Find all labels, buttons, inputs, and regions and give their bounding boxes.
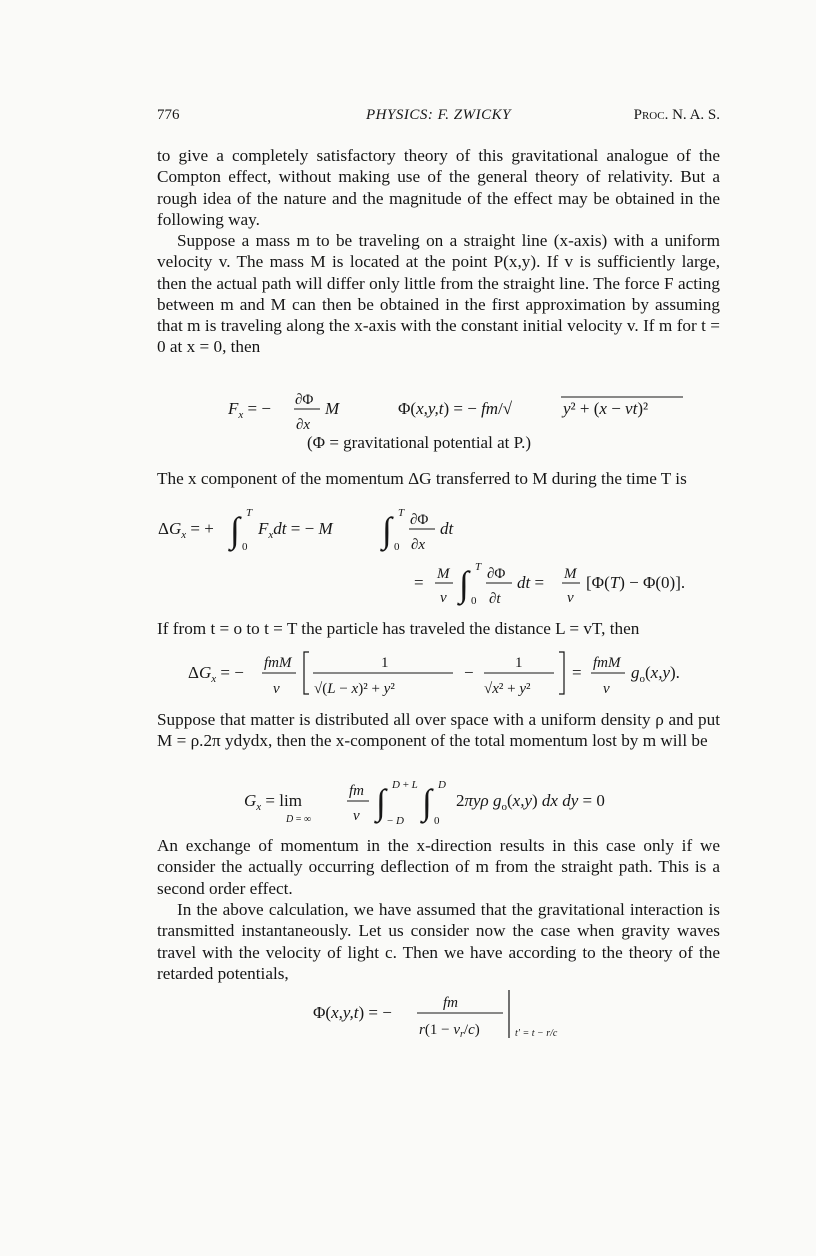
svg-text:∂Φ: ∂Φ xyxy=(295,392,314,408)
svg-text:fmM: fmM xyxy=(593,655,621,671)
svg-text:=: = xyxy=(414,573,424,592)
svg-text:fm: fm xyxy=(349,783,364,799)
paragraph-4: If from t = o to t = T the particle has traveled the distance L = vT, then xyxy=(157,619,640,638)
journal-name: Proc. N. A. S. xyxy=(633,107,720,123)
svg-text:T: T xyxy=(398,507,405,519)
svg-text:v: v xyxy=(440,590,447,606)
svg-text:∫: ∫ xyxy=(459,564,469,604)
svg-text:∂Φ: ∂Φ xyxy=(487,566,506,582)
svg-text:2πyρ go(x,y) dx dy = 0: 2πyρ $g_o(x,y)$ dx dy = 0 xyxy=(456,791,605,813)
svg-text:ΔGx = −: $\Delta G_x$ = − xyxy=(188,663,244,685)
svg-text:t′ = t − r/c: t′ = t − r/c xyxy=(515,1028,558,1039)
svg-text:− D: − D xyxy=(387,815,404,827)
svg-text:0: 0 xyxy=(471,595,477,607)
page-header xyxy=(157,107,720,129)
svg-text:T: T xyxy=(246,507,253,519)
svg-text:Φ(x,y,t) = − fm/√: Φ(x,y,t) = − fm/√ xyxy=(398,399,513,418)
svg-text:[Φ(T) − Φ(0)].: [Φ(T) − Φ(0)]. xyxy=(586,573,686,592)
svg-text:∂t: ∂t xyxy=(489,591,501,607)
svg-text:1: 1 xyxy=(381,655,389,671)
svg-text:1: 1 xyxy=(515,655,523,671)
svg-text:go(x,y).: $g_o(x,y)$. xyxy=(631,663,680,685)
svg-text:∂Φ: ∂Φ xyxy=(410,512,429,528)
svg-text:∂x: ∂x xyxy=(296,417,311,433)
svg-text:M: M xyxy=(437,566,450,582)
svg-text:D: D xyxy=(438,779,446,791)
svg-text:T: T xyxy=(475,561,482,573)
running-title: PHYSICS: F. ZWICKY xyxy=(366,107,511,123)
equation-total-momentum xyxy=(244,772,664,837)
paragraph-6: An exchange of momentum in the x-direction results in this case only if we consider the actually occurring deflection of m from the straight path. This is a second order effect. xyxy=(157,836,720,898)
paragraph-3: The x component of the momentum ΔG transferred to M during the time T is xyxy=(157,469,687,488)
svg-text:∫: ∫ xyxy=(422,782,432,822)
svg-text:y² + (x − vt)²: y² + (x − vt)² xyxy=(563,399,649,418)
svg-text:√(L − x)² + y²: √(L − x)² + y² xyxy=(314,681,395,697)
page-number: 776 xyxy=(157,107,180,123)
svg-text:M: M xyxy=(564,566,577,582)
svg-text:ΔGx = +: $\Delta G_x$ = + xyxy=(158,519,214,541)
svg-text:v: v xyxy=(567,590,574,606)
equation-note: (Φ = gravitational potential at P.) xyxy=(307,433,532,452)
svg-text:dt: dt xyxy=(440,519,454,538)
svg-text:0: 0 xyxy=(242,541,248,553)
svg-text:v: v xyxy=(603,681,610,697)
svg-text:√x² + y²: √x² + y² xyxy=(484,681,531,697)
svg-text:∫: ∫ xyxy=(376,782,386,822)
svg-text:0: 0 xyxy=(394,541,400,553)
svg-text:∫: ∫ xyxy=(230,510,240,550)
svg-text:v: v xyxy=(273,681,280,697)
equation-retarded-potential xyxy=(313,988,613,1049)
svg-text:dt =: dt = xyxy=(517,573,545,592)
svg-text:D + L: D + L xyxy=(392,779,418,791)
equation-momentum-bracket xyxy=(188,648,708,705)
equation-momentum-integral xyxy=(158,506,723,611)
svg-text:D = ∞: D = ∞ xyxy=(286,814,312,825)
svg-text:v: v xyxy=(353,808,360,824)
svg-text:=: = xyxy=(572,663,582,682)
svg-text:Gx = lim: $G_x = \lim$ xyxy=(244,791,302,813)
svg-text:Fxdt = − M: $F_xdt$ = − M xyxy=(258,519,333,541)
svg-text:∫: ∫ xyxy=(382,510,392,550)
paragraph-5: Suppose that matter is distributed all over space with a uniform density ρ and put M = ρ.2π ydydx, then the x-component of the total momentum lost by m will be xyxy=(157,710,720,751)
svg-text:Fx = −: $F_x$ = − xyxy=(228,399,271,421)
paragraph-2: Suppose a mass m to be traveling on a straight line (x-axis) with a uniform velocity v. The mass M is located at the point P(x,y). If v is sufficiently large, then the actual path will differ only little from the straight line. The force F acting between m and M can then be obtained in the first approximation by assuming that m is traveling along the x-axis with the constant initial velocity v. If m for t = 0 at x = 0, then xyxy=(157,231,720,357)
svg-text:fm: fm xyxy=(443,995,458,1011)
paragraph-1: to give a completely satisfactory theory of this gravitational analogue of the Compton effect, without making use of the general theory of relativity. But a rough idea of the nature and the magnitude of the effect may be obtained in the following way. xyxy=(157,146,720,229)
svg-text:M: M xyxy=(325,399,340,418)
svg-text:r(1 − vr/c): $r(1 - v_r/c)$ xyxy=(419,1022,480,1040)
svg-text:0: 0 xyxy=(434,815,440,827)
svg-text:fmM: fmM xyxy=(264,655,292,671)
paragraph-7: In the above calculation, we have assumed that the gravitational interaction is transmitted instantaneously. Let us consider now the case when gravity waves travel with the velocity of light c. Then we have according to the theory of the retarded potentials, xyxy=(157,900,720,983)
svg-text:Φ(x,y,t) = −: Φ(x,y,t) = − xyxy=(313,1003,392,1022)
svg-text:∂x: ∂x xyxy=(411,537,426,553)
svg-text:−: − xyxy=(464,663,474,682)
